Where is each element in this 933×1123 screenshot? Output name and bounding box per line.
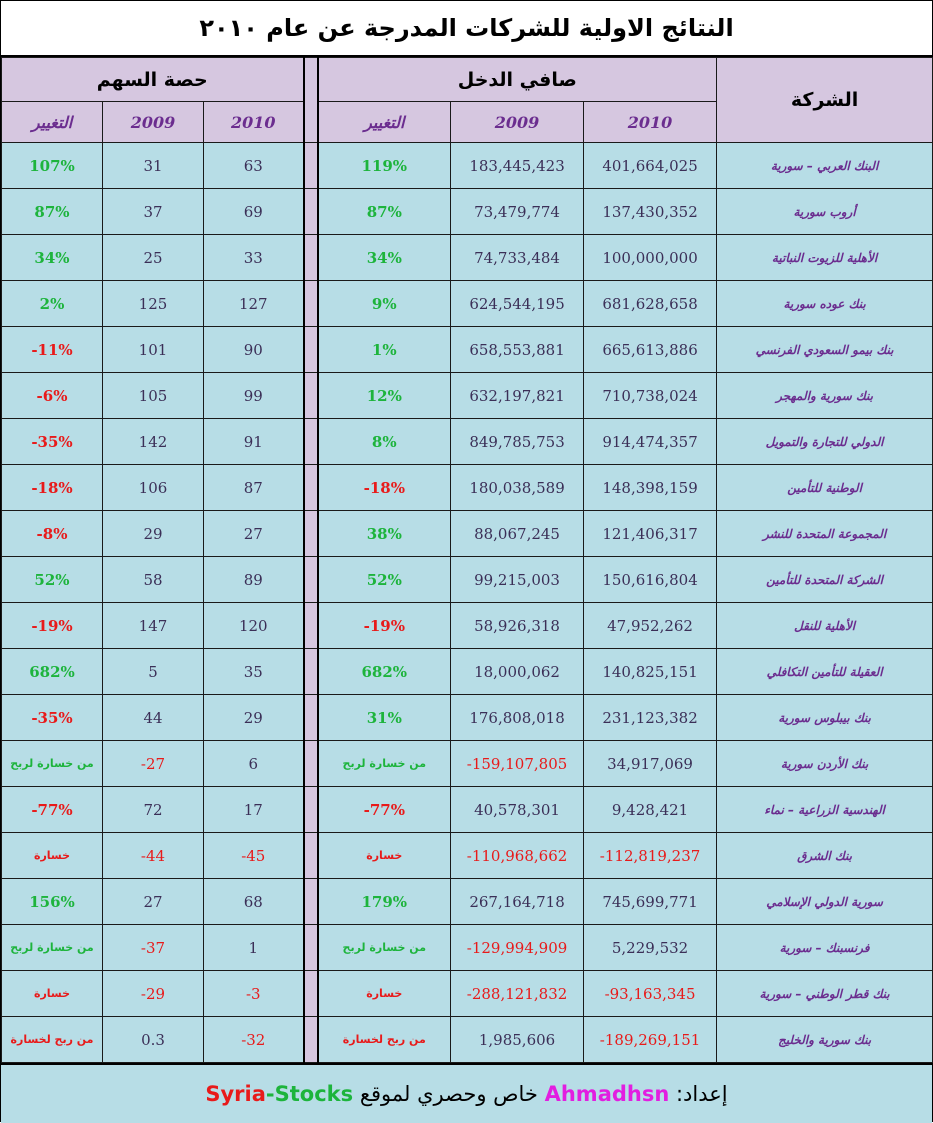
ni-2010-header: 2010 [584,102,717,143]
eps-2010-cell: 120 [204,603,304,649]
row-separator [304,603,318,649]
ni-2010-cell: 121,406,317 [584,511,717,557]
ni-2010-cell: -93,163,345 [584,971,717,1017]
eps-2009-cell: 142 [103,419,204,465]
ni-2010-cell: 665,613,886 [584,327,717,373]
table-row [2,879,933,925]
row-separator [304,833,318,879]
eps-change-cell: من خسارة لربح [2,741,103,787]
eps-change-cell: 107% [2,143,103,189]
row-separator [304,879,318,925]
ni-2010-cell: 231,123,382 [584,695,717,741]
ni-change-cell: -19% [318,603,451,649]
eps-2009-cell: 0.3 [103,1017,204,1063]
row-separator [304,511,318,557]
ni-2009-cell: 180,038,589 [451,465,584,511]
footer [1,1063,932,1123]
company-name-cell: بنك سورية والخليج [717,1017,933,1063]
eps-change-cell: من ربح لخسارة [2,1017,103,1063]
company-name-cell: سورية الدولي الإسلامي [717,879,933,925]
ni-change-cell: 52% [318,557,451,603]
table-header [2,58,933,143]
eps-2010-cell: 1 [204,925,304,971]
eps-2010-header: 2010 [204,102,304,143]
ni-2009-cell: 632,197,821 [451,373,584,419]
footer-middle-text: خاص وحصري لموقع [359,1082,538,1106]
ni-2009-cell: 40,578,301 [451,787,584,833]
ni-2010-cell: 140,825,151 [584,649,717,695]
company-name-cell: بنك بيمو السعودي الفرنسي [717,327,933,373]
company-name-cell: الشركة المتحدة للتأمين [717,557,933,603]
eps-2009-cell: 72 [103,787,204,833]
eps-2010-cell: 63 [204,143,304,189]
company-name-cell: أروب سورية [717,189,933,235]
ni-2009-cell: 73,479,774 [451,189,584,235]
company-name-cell: بنك عوده سورية [717,281,933,327]
eps-2009-cell: 29 [103,511,204,557]
table-row [2,419,933,465]
footer-label: إعداد: [675,1082,728,1106]
ni-change-cell: من ربح لخسارة [318,1017,451,1063]
ni-change-cell: خسارة [318,971,451,1017]
table-row [2,603,933,649]
eps-2009-cell: 105 [103,373,204,419]
company-name-cell: بنك الأردن سورية [717,741,933,787]
ni-2009-cell: -159,107,805 [451,741,584,787]
eps-2009-cell: 37 [103,189,204,235]
eps-change-cell: -8% [2,511,103,557]
eps-change-cell: -35% [2,695,103,741]
eps-2009-cell: 125 [103,281,204,327]
eps-2009-cell: 147 [103,603,204,649]
ni-2009-cell: 849,785,753 [451,419,584,465]
eps-change-cell: -35% [2,419,103,465]
ni-change-cell: -18% [318,465,451,511]
eps-2010-cell: 69 [204,189,304,235]
eps-2010-cell: -32 [204,1017,304,1063]
ni-2010-cell: 401,664,025 [584,143,717,189]
row-separator [304,925,318,971]
company-name-cell: المجموعة المتحدة للنشر [717,511,933,557]
footer-author: Ahmadhsn [544,1082,670,1106]
eps-2009-cell: 31 [103,143,204,189]
company-name-cell: الوطنية للتأمين [717,465,933,511]
eps-2010-cell: 35 [204,649,304,695]
ni-2010-cell: 137,430,352 [584,189,717,235]
eps-change-cell: -18% [2,465,103,511]
table-row [2,971,933,1017]
eps-2009-cell: 101 [103,327,204,373]
row-separator [304,557,318,603]
company-name-cell: الدولي للتجارة والتمويل [717,419,933,465]
company-name-cell: الهندسية الزراعية – نماء [717,787,933,833]
ni-2009-cell: 658,553,881 [451,327,584,373]
eps-2010-cell: 89 [204,557,304,603]
ni-change-cell: 9% [318,281,451,327]
ni-2010-cell: -189,269,151 [584,1017,717,1063]
ni-2009-header: 2009 [451,102,584,143]
eps-2009-cell: -44 [103,833,204,879]
eps-2009-cell: 44 [103,695,204,741]
footer-site-part2: Stocks [274,1082,354,1106]
eps-2010-cell: 127 [204,281,304,327]
company-name-cell: بنك قطر الوطني – سورية [717,971,933,1017]
ni-change-cell: 682% [318,649,451,695]
eps-change-cell: 156% [2,879,103,925]
row-separator [304,143,318,189]
ni-2009-cell: 176,808,018 [451,695,584,741]
table-row [2,235,933,281]
ni-2009-cell: 99,215,003 [451,557,584,603]
ni-change-cell: 34% [318,235,451,281]
ni-change-cell: من خسارة لربح [318,925,451,971]
table-row [2,649,933,695]
row-separator [304,649,318,695]
eps-2009-cell: -37 [103,925,204,971]
company-name-cell: الأهلية للنقل [717,603,933,649]
row-separator [304,1017,318,1063]
eps-2010-cell: 90 [204,327,304,373]
eps-2009-cell: 106 [103,465,204,511]
ni-2009-cell: 267,164,718 [451,879,584,925]
eps-change-cell: -11% [2,327,103,373]
company-name-cell: فرنسبنك – سورية [717,925,933,971]
row-separator [304,281,318,327]
column-separator [304,58,318,143]
ni-2010-cell: 148,398,159 [584,465,717,511]
table-row [2,741,933,787]
eps-group-header: حصة السهم [2,58,304,102]
eps-2009-cell: 58 [103,557,204,603]
eps-2010-cell: 87 [204,465,304,511]
company-name-cell: العقيلة للتأمين التكافلي [717,649,933,695]
ni-2010-cell: 745,699,771 [584,879,717,925]
eps-change-cell: 682% [2,649,103,695]
results-table [1,57,933,1063]
eps-2009-cell: -29 [103,971,204,1017]
eps-2010-cell: 27 [204,511,304,557]
ni-change-cell: 119% [318,143,451,189]
ni-2009-cell: 1,985,606 [451,1017,584,1063]
ni-change-header: التغيير [318,102,451,143]
row-separator [304,235,318,281]
ni-change-cell: 1% [318,327,451,373]
eps-2010-cell: 91 [204,419,304,465]
eps-change-cell: -6% [2,373,103,419]
footer-credit [205,1082,727,1106]
row-separator [304,787,318,833]
ni-change-cell: من خسارة لربح [318,741,451,787]
table-body [2,143,933,1063]
eps-2010-cell: 99 [204,373,304,419]
ni-2010-cell: 150,616,804 [584,557,717,603]
page-title: النتائج الاولية للشركات المدرجة عن عام ٢٠١٠ [199,14,734,42]
eps-2009-cell: 5 [103,649,204,695]
eps-2010-cell: 68 [204,879,304,925]
eps-2009-cell: -27 [103,741,204,787]
ni-2009-cell: -129,994,909 [451,925,584,971]
eps-2009-header: 2009 [103,102,204,143]
company-name-cell: بنك بيبلوس سورية [717,695,933,741]
row-separator [304,373,318,419]
ni-change-cell: 87% [318,189,451,235]
ni-change-cell: 8% [318,419,451,465]
table-row [2,787,933,833]
row-separator [304,465,318,511]
row-separator [304,419,318,465]
eps-2010-cell: 33 [204,235,304,281]
eps-change-cell: خسارة [2,833,103,879]
eps-2010-cell: 17 [204,787,304,833]
company-name-cell: الأهلية للزيوت النباتية [717,235,933,281]
ni-2010-cell: 9,428,421 [584,787,717,833]
ni-2010-cell: 681,628,658 [584,281,717,327]
table-row [2,557,933,603]
ni-2009-cell: 18,000,062 [451,649,584,695]
ni-change-cell: 179% [318,879,451,925]
company-name-cell: بنك الشرق [717,833,933,879]
ni-2009-cell: 183,445,423 [451,143,584,189]
eps-change-cell: خسارة [2,971,103,1017]
ni-2009-cell: -110,968,662 [451,833,584,879]
eps-2009-cell: 27 [103,879,204,925]
net-income-group-header: صافي الدخل [318,58,717,102]
ni-2010-cell: 710,738,024 [584,373,717,419]
ni-2009-cell: 74,733,484 [451,235,584,281]
footer-site [205,1082,353,1106]
ni-2010-cell: 5,229,532 [584,925,717,971]
ni-2010-cell: 100,000,000 [584,235,717,281]
ni-2010-cell: 34,917,069 [584,741,717,787]
eps-change-cell: 52% [2,557,103,603]
table-row [2,373,933,419]
table-row [2,281,933,327]
ni-2009-cell: -288,121,832 [451,971,584,1017]
eps-change-cell: 2% [2,281,103,327]
eps-change-cell: من خسارة لربح [2,925,103,971]
table-row [2,833,933,879]
eps-2010-cell: 6 [204,741,304,787]
row-separator [304,189,318,235]
company-name-cell: بنك سورية والمهجر [717,373,933,419]
company-name-cell: البنك العربي – سورية [717,143,933,189]
footer-site-dash: - [265,1082,275,1106]
table-row [2,695,933,741]
ni-2009-cell: 88,067,245 [451,511,584,557]
table-row [2,465,933,511]
ni-2009-cell: 58,926,318 [451,603,584,649]
eps-2009-cell: 25 [103,235,204,281]
company-header: الشركة [717,58,933,143]
row-separator [304,327,318,373]
table-row [2,189,933,235]
eps-change-cell: -77% [2,787,103,833]
ni-2009-cell: 624,544,195 [451,281,584,327]
eps-2010-cell: -3 [204,971,304,1017]
ni-change-cell: 38% [318,511,451,557]
eps-change-cell: 34% [2,235,103,281]
eps-change-cell: 87% [2,189,103,235]
title-bar [1,1,932,57]
row-separator [304,741,318,787]
ni-change-cell: -77% [318,787,451,833]
ni-change-cell: 12% [318,373,451,419]
ni-2010-cell: 914,474,357 [584,419,717,465]
ni-2010-cell: -112,819,237 [584,833,717,879]
table-row [2,143,933,189]
table-row [2,1017,933,1063]
eps-change-header: التغيير [2,102,103,143]
row-separator [304,695,318,741]
ni-2010-cell: 47,952,262 [584,603,717,649]
table-row [2,925,933,971]
eps-change-cell: -19% [2,603,103,649]
table-row [2,511,933,557]
table-row [2,327,933,373]
ni-change-cell: خسارة [318,833,451,879]
ni-change-cell: 31% [318,695,451,741]
row-separator [304,971,318,1017]
eps-2010-cell: -45 [204,833,304,879]
eps-2010-cell: 29 [204,695,304,741]
footer-site-part1: Syria [205,1082,266,1106]
